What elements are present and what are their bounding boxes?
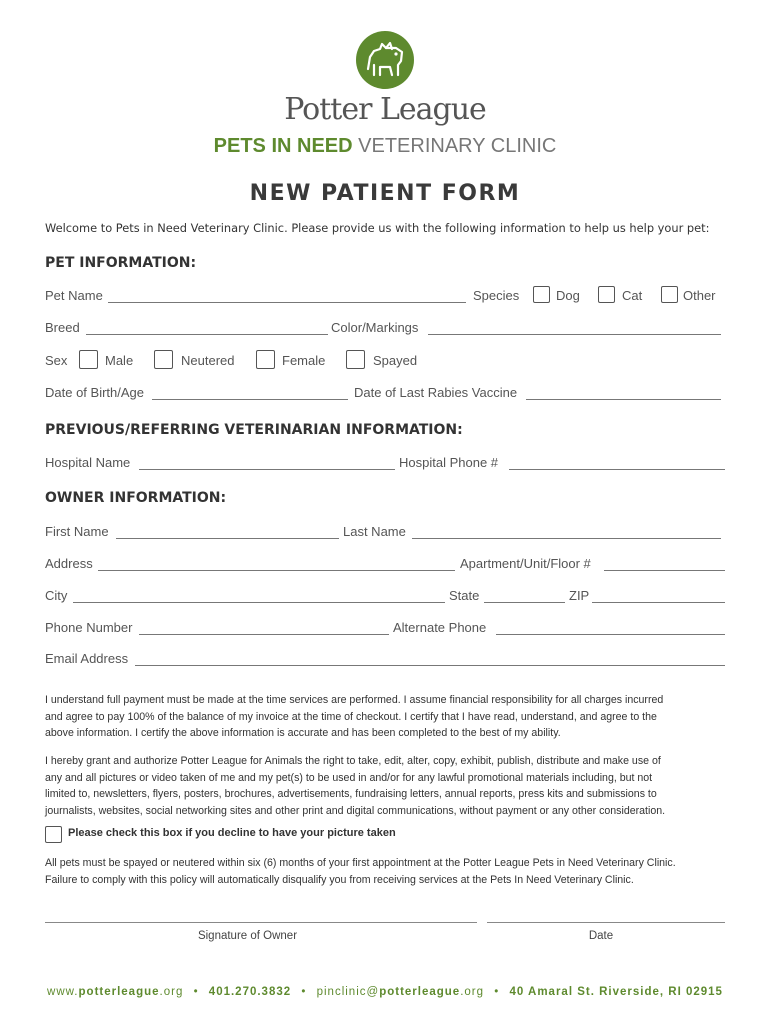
spay-policy-line: Failure to comply with this policy will automatically disqualify you from receiving services at the Pets In Need Veterinary Clinic.: [45, 873, 634, 886]
potter-league-logo: [356, 31, 414, 89]
vet-info-heading: PREVIOUS/REFERRING VETERINARIAN INFORMATION:: [45, 422, 463, 438]
species-dog-checkbox[interactable]: [533, 286, 550, 303]
state-field[interactable]: [484, 602, 565, 603]
footer-website[interactable]: [47, 986, 183, 998]
address-field[interactable]: [98, 570, 455, 571]
first-name-label: First Name: [45, 524, 109, 539]
owner-signature-field[interactable]: [45, 922, 477, 923]
phone-label: Phone Number: [45, 620, 133, 635]
zip-label: ZIP: [569, 588, 590, 603]
photo-release-line: any and all pictures or video taken of me and my pet(s) to be used in and/or for any lawful promotional materials including, but not: [45, 771, 653, 784]
species-dog-label: Dog: [556, 288, 580, 303]
address-label: Address: [45, 556, 93, 571]
phone-field[interactable]: [139, 634, 389, 635]
brand-name: Potter League: [284, 92, 486, 127]
dob-label: Date of Birth/Age: [45, 385, 144, 400]
zip-field[interactable]: [592, 602, 725, 603]
payment-terms-line: and agree to pay 100% of the balance of my invoice at the time of checkout. I certify that I have read, understand, and agree to the: [45, 710, 657, 723]
payment-terms-line: I understand full payment must be made at the time services are performed. I assume financial responsibility for all charges incurred: [45, 694, 664, 706]
color-markings-label: Color/Markings: [331, 320, 419, 335]
pet-name-label: Pet Name: [45, 288, 103, 303]
sex-label: Sex: [45, 353, 68, 368]
form-title: NEW PATIENT FORM: [249, 181, 521, 206]
footer-email[interactable]: [317, 986, 484, 998]
owner-info-heading: OWNER INFORMATION:: [45, 490, 227, 506]
rabies-label: Date of Last Rabies Vaccine: [354, 385, 518, 400]
city-label: City: [45, 588, 68, 603]
first-name-field[interactable]: [116, 538, 339, 539]
website-suffix: .org: [159, 986, 184, 998]
species-cat-label: Cat: [622, 288, 643, 303]
photo-release-line: journalists, websites, social networking sites and other print and digital communications, without payment or any other consideration.: [45, 804, 666, 817]
email-suffix: .org: [460, 986, 485, 998]
website-domain: potterleague: [78, 986, 160, 998]
apartment-field[interactable]: [604, 570, 725, 571]
spayed-label: Spayed: [373, 353, 418, 368]
signature-date-field[interactable]: [487, 922, 725, 923]
pet-name-field[interactable]: [108, 302, 466, 303]
hospital-phone-label: Hospital Phone #: [399, 455, 499, 470]
website-prefix: www.: [47, 986, 79, 998]
clinic-name-gray: VETERINARY CLINIC: [358, 135, 557, 157]
species-cat-checkbox[interactable]: [598, 286, 615, 303]
date-label: Date: [588, 930, 614, 942]
photo-release-terms: [45, 753, 725, 819]
breed-label: Breed: [45, 320, 80, 335]
neutered-checkbox[interactable]: [154, 350, 173, 369]
hospital-name-label: Hospital Name: [45, 455, 131, 470]
clinic-name-green: PETS IN NEED: [213, 135, 353, 157]
form-intro: Welcome to Pets in Need Veterinary Clinic. Please provide us with the following information to help us help your pet:: [45, 221, 710, 235]
dog-cat-logo-icon: [356, 31, 414, 89]
sex-female-checkbox[interactable]: [256, 350, 275, 369]
last-name-label: Last Name: [343, 524, 406, 539]
state-label: State: [449, 588, 480, 603]
spayed-checkbox[interactable]: [346, 350, 365, 369]
alt-phone-label: Alternate Phone: [393, 620, 487, 635]
species-other-checkbox[interactable]: [661, 286, 678, 303]
alt-phone-field[interactable]: [496, 634, 725, 635]
sex-female-label: Female: [282, 353, 326, 368]
separator-dot: •: [193, 986, 199, 998]
color-markings-field[interactable]: [428, 334, 721, 335]
email-field[interactable]: [135, 665, 725, 666]
decline-photo-checkbox[interactable]: [45, 826, 62, 843]
species-other-label: Other: [683, 288, 716, 303]
email-prefix: pinclinic@: [316, 986, 380, 998]
owner-signature-label: Signature of Owner: [197, 930, 298, 942]
last-name-field[interactable]: [412, 538, 721, 539]
hospital-phone-field[interactable]: [509, 469, 725, 470]
separator-dot: •: [301, 986, 307, 998]
neutered-label: Neutered: [181, 353, 235, 368]
spay-neuter-policy: [45, 855, 725, 888]
dob-field[interactable]: [152, 399, 348, 400]
email-domain: potterleague: [379, 986, 461, 998]
separator-dot: •: [494, 986, 500, 998]
hospital-name-field[interactable]: [139, 469, 395, 470]
photo-release-line: limited to, newsletters, flyers, posters, brochures, advertisements, fundraising letters, annual reports, press kits and submissions to: [45, 788, 657, 800]
sex-male-label: Male: [105, 353, 134, 368]
payment-terms: [45, 692, 725, 742]
sex-male-checkbox[interactable]: [79, 350, 98, 369]
pet-info-heading: PET INFORMATION:: [45, 255, 197, 271]
breed-field[interactable]: [86, 334, 328, 335]
footer-phone[interactable]: 401.270.3832: [208, 986, 292, 998]
photo-release-line: I hereby grant and authorize Potter League for Animals the right to take, edit, alter, copy, exhibit, publish, distribute and make use of: [45, 755, 661, 767]
footer-contact: [0, 986, 770, 998]
rabies-field[interactable]: [526, 399, 721, 400]
clinic-name: [200, 135, 570, 158]
spay-policy-line: All pets must be spayed or neutered within six (6) months of your first appointment at the Potter League Pets in Need Veterinary Clinic.: [45, 857, 676, 869]
species-label: Species: [473, 288, 520, 303]
payment-terms-line: above information. I certify the above information is accurate and has been completed to the best of my ability.: [45, 727, 561, 739]
email-label: Email Address: [45, 651, 129, 666]
city-field[interactable]: [73, 602, 445, 603]
apartment-label: Apartment/Unit/Floor #: [460, 556, 591, 571]
footer-address: 40 Amaral St. Riverside, RI 02915: [509, 986, 723, 998]
decline-photo-label: Please check this box if you decline to have your picture taken: [68, 827, 396, 839]
